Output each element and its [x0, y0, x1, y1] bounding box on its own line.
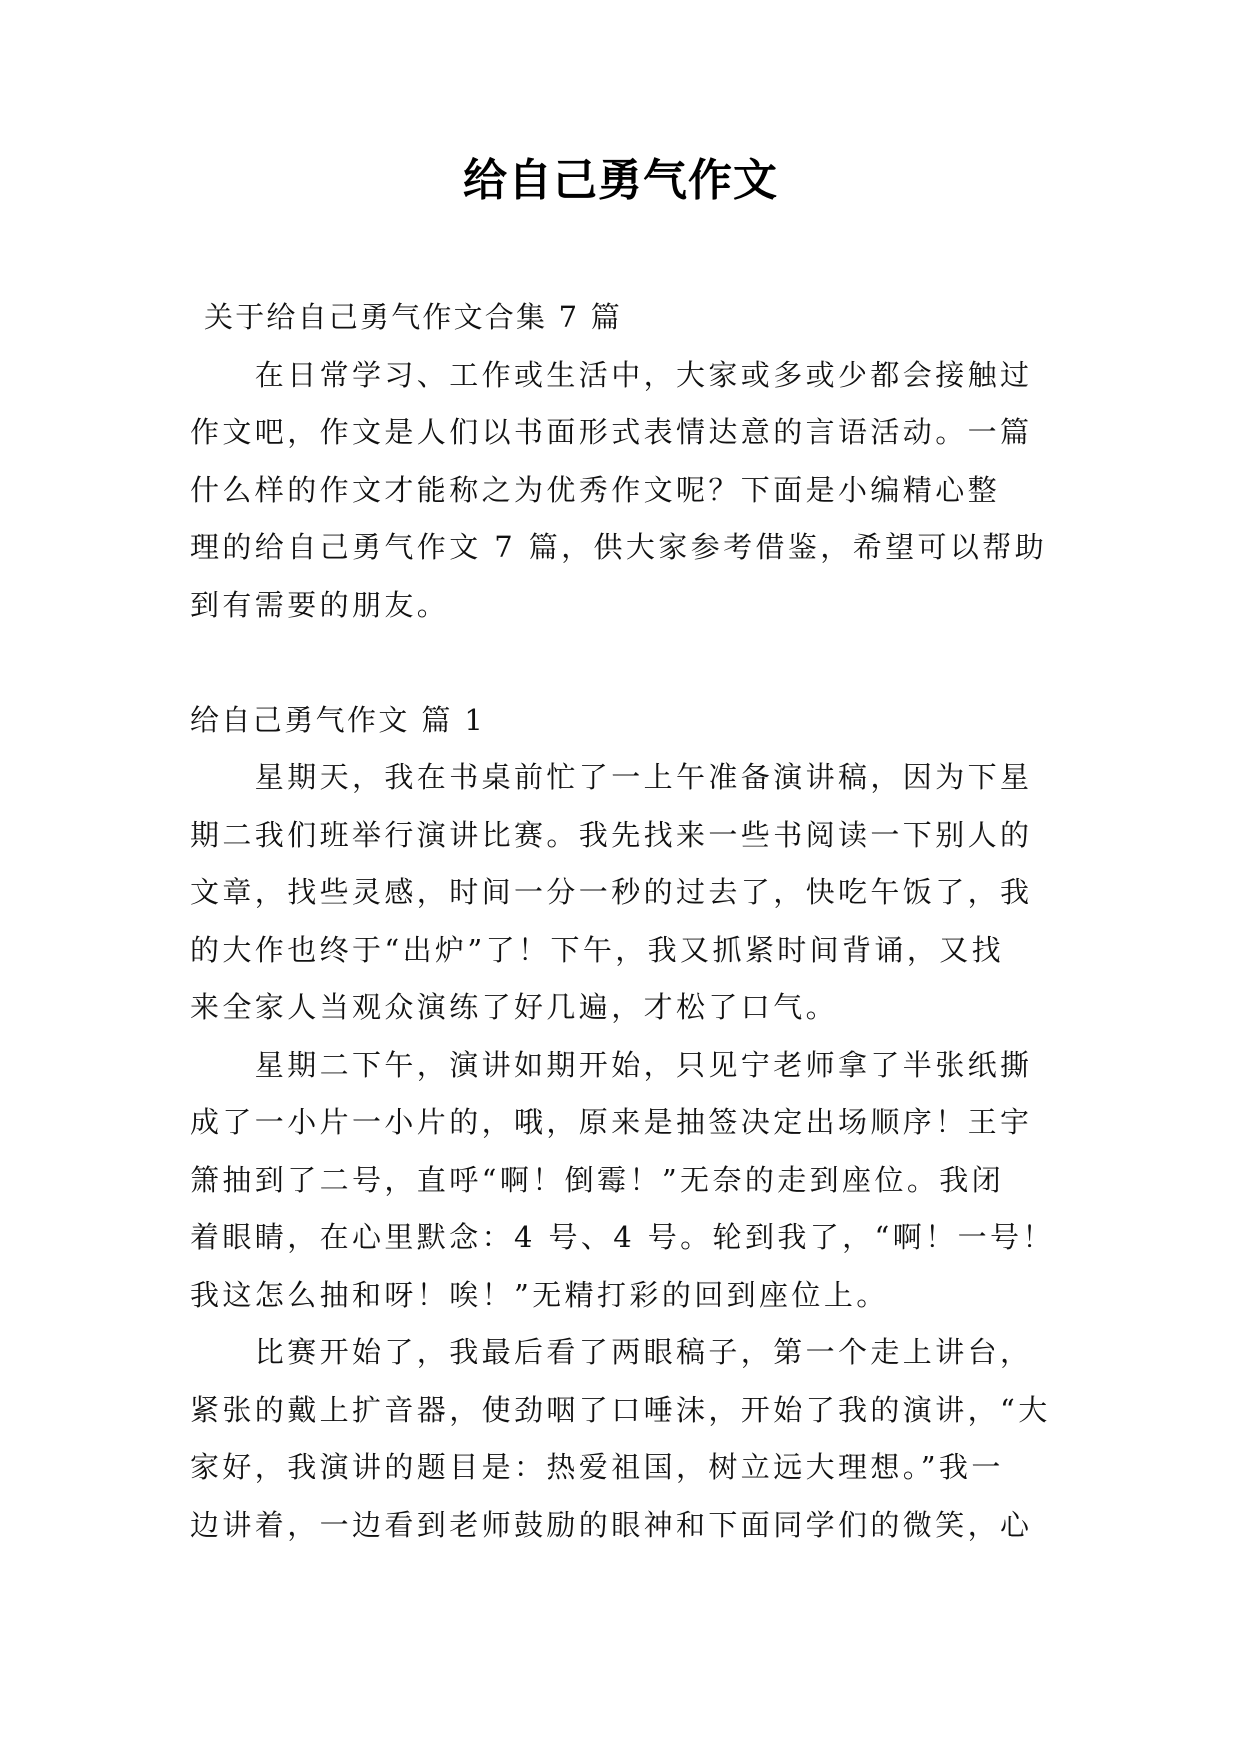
- paragraph-line: 成了一小片一小片的，哦，原来是抽签决定出场顺序！王宇: [190, 1105, 1033, 1139]
- paragraph-line: 边讲着，一边看到老师鼓励的眼神和下面同学们的微笑，心: [190, 1507, 1033, 1542]
- paragraph-line: 来全家人当观众演练了好几遍，才松了口气。: [190, 990, 839, 1024]
- paragraph-line: 我这怎么抽和呀！唉！”无精打彩的回到座位上。: [190, 1277, 889, 1312]
- section-heading: 给自己勇气作文 篇 1: [190, 702, 486, 737]
- paragraph-line: 比赛开始了，我最后看了两眼稿子，第一个走上讲台，: [190, 1335, 1033, 1369]
- intro-line: 到有需要的朋友。: [190, 587, 450, 622]
- paragraph-line: 箫抽到了二号，直呼“啊！倒霉！”无奈的走到座位。我闭: [190, 1162, 1005, 1197]
- paragraph-line: 期二我们班举行演讲比赛。我先找来一些书阅读一下别人的: [190, 817, 1033, 852]
- intro-line: 什么样的作文才能称之为优秀作文呢？下面是小编精心整: [190, 472, 1001, 507]
- intro-line: 在日常学习、工作或生活中，大家或多或少都会接触过: [190, 357, 1033, 392]
- intro-line: 作文吧，作文是人们以书面形式表情达意的言语活动。一篇: [190, 415, 1033, 449]
- body-paragraph-1: [190, 749, 1060, 1037]
- paragraph-line: 文章，找些灵感，时间一分一秒的过去了，快吃午饭了，我: [190, 875, 1033, 909]
- document-subtitle: 关于给自己勇气作文合集 7 篇: [204, 300, 622, 334]
- paragraph-line: 家好，我演讲的题目是：热爱祖国，树立远大理想。”我一: [190, 1450, 1004, 1484]
- document-title: 给自己勇气作文: [463, 155, 778, 206]
- paragraph-line: 星期二下午，演讲如期开始，只见宁老师拿了半张纸撕: [190, 1047, 1033, 1082]
- paragraph-line: 星期天，我在书桌前忙了一上午准备演讲稿，因为下星: [190, 760, 1033, 794]
- paragraph-line: 紧张的戴上扩音器，使劲咽了口唾沫，开始了我的演讲，“大: [190, 1392, 1051, 1427]
- paragraph-line: 的大作也终于“出炉”了！下午，我又抓紧时间背诵，又找: [190, 932, 1005, 967]
- paragraph-gap: [190, 634, 1060, 692]
- intro-line: 理的给自己勇气作文 7 篇，供大家参考借鉴，希望可以帮助: [190, 530, 1048, 564]
- body-paragraph-3: [190, 1324, 1060, 1554]
- paragraph-line: 着眼睛，在心里默念：4 号、4 号。轮到我了，“啊！一号！: [190, 1220, 1055, 1254]
- document-body: [190, 289, 1060, 1554]
- intro-paragraph: [190, 347, 1060, 635]
- body-paragraph-2: [190, 1037, 1060, 1325]
